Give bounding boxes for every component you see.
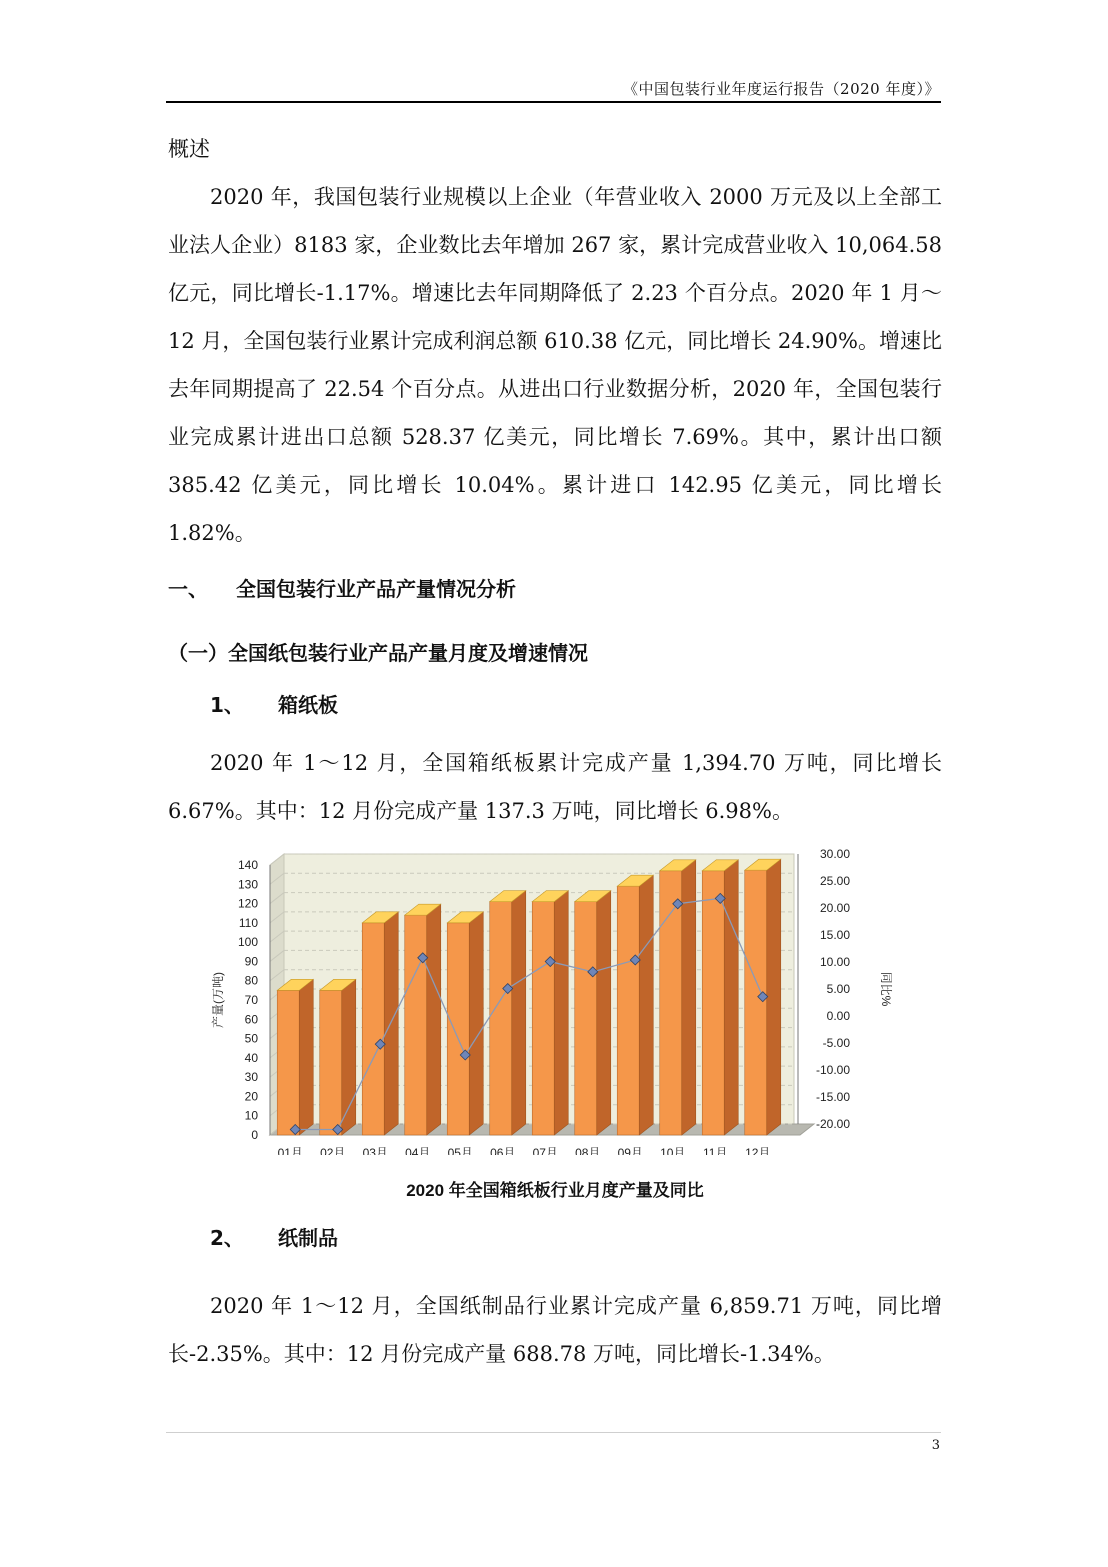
y-tick-label: 100 [237, 935, 258, 950]
bar [617, 886, 639, 1135]
bar [490, 902, 512, 1135]
section-title: 全国包装行业产品产量情况分析 [236, 577, 516, 601]
y-tick-label: 40 [244, 1050, 258, 1065]
y2-tick-label: 25.00 [819, 874, 850, 888]
item2-title: 纸制品 [278, 1226, 338, 1250]
production-chart [200, 845, 900, 1155]
x-tick-label: 08月 [575, 1146, 601, 1155]
x-tick-label: 04月 [405, 1146, 431, 1155]
page-number: 3 [931, 1438, 940, 1453]
y-tick-label: 120 [237, 896, 258, 911]
bar [405, 915, 427, 1135]
y2-tick-label: -15.00 [815, 1090, 850, 1104]
bar-side [299, 979, 313, 1135]
y-tick-label: 30 [244, 1070, 258, 1085]
y2-tick-label: 20.00 [819, 901, 850, 915]
bar [702, 871, 724, 1135]
y2-tick-label: -5.00 [822, 1036, 850, 1050]
y2-tick-label: 30.00 [819, 847, 850, 861]
bar-side [384, 912, 398, 1135]
x-tick-label: 01月 [277, 1146, 303, 1155]
bar-side [724, 860, 738, 1135]
item2-paragraph: 2020 年 1～12 月，全国纸制品行业累计完成产量 6,859.71 万吨，同比增长-2.35%。其中：12 月份完成产量 688.78 万吨，同比增长-1.34%。 [168, 1294, 942, 1366]
chart-title: 2020 年全国箱纸板行业月度产量及同比 [406, 1181, 704, 1200]
item2-heading [168, 1214, 942, 1262]
y-tick-label: 80 [244, 973, 258, 988]
bar [362, 923, 384, 1135]
item1-title: 箱纸板 [278, 693, 338, 717]
item2-number: 2、 [210, 1226, 244, 1250]
bar [745, 870, 767, 1135]
item1-number: 1、 [210, 693, 244, 717]
subsection-heading: （一）全国纸包装行业产品产量月度及增速情况 [168, 641, 588, 665]
y-tick-label: 60 [244, 1012, 258, 1027]
y2-axis-label: 同比% [879, 971, 893, 1007]
bar-side [767, 859, 781, 1135]
section-heading [168, 565, 942, 613]
document-body [168, 125, 942, 835]
x-tick-label: 11月 [703, 1146, 728, 1155]
bar-side [427, 904, 441, 1135]
y2-tick-label: 10.00 [819, 955, 850, 969]
footer-rule [166, 1432, 941, 1433]
item1-paragraph: 2020 年 1～12 月，全国箱纸板累计完成产量 1,394.70 万吨，同比增长 6.67%。其中：12 月份完成产量 137.3 万吨，同比增长 6.98%。 [168, 751, 942, 823]
y-tick-label: 110 [238, 915, 258, 930]
y-tick-label: 0 [251, 1128, 258, 1142]
overview-heading: 概述 [168, 137, 210, 161]
x-tick-label: 07月 [532, 1146, 558, 1155]
bar [447, 923, 469, 1135]
y2-tick-label: -10.00 [815, 1063, 850, 1077]
bar-side [639, 875, 653, 1135]
x-tick-label: 06月 [490, 1146, 516, 1155]
y2-tick-label: 15.00 [819, 928, 850, 942]
y2-tick-label: -20.00 [815, 1117, 850, 1131]
y-tick-label: 10 [244, 1108, 258, 1123]
bar-side [512, 891, 526, 1135]
y-tick-label: 140 [237, 858, 258, 872]
document-body-continued [168, 1214, 942, 1378]
y-tick-label: 130 [237, 877, 258, 892]
chart-svg [200, 845, 900, 1155]
y-axis-label: 产量(万吨) [211, 972, 225, 1028]
x-tick-label: 10月 [660, 1146, 686, 1155]
y-tick-label: 50 [244, 1031, 258, 1046]
bar [575, 902, 597, 1135]
bar [532, 902, 554, 1135]
y2-tick-label: 5.00 [826, 982, 850, 996]
header-rule [166, 101, 941, 103]
y2-tick-label: 0.00 [826, 1009, 850, 1023]
y-tick-label: 90 [244, 954, 258, 969]
x-tick-label: 02月 [320, 1146, 346, 1155]
bar [660, 871, 682, 1135]
x-tick-label: 09月 [617, 1146, 643, 1155]
y-tick-label: 70 [244, 993, 258, 1007]
bar-side [597, 891, 611, 1135]
bar-side [342, 979, 356, 1135]
header-title: 《中国包装行业年度运行报告（2020 年度）》 [623, 80, 940, 98]
section-number: 一、 [168, 577, 208, 601]
bar [277, 990, 299, 1135]
x-tick-label: 12月 [745, 1146, 771, 1155]
overview-paragraph: 2020 年，我国包装行业规模以上企业（年营业收入 2000 万元及以上全部工业法人企业）8183 家，企业数比去年增加 267 家，累计完成营业收入 10,064.58 亿元，同比增长-1.17%。增速比去年同期降低了 2.23 个百分点。2020 年 1 月～12 月，全国包装行业累计完成利润总额 610.38 亿元，同比增长 24.90%。增速比去年同期提高了 22.54 个百分点。从进出口行业数据分析，2020 年，全国包装行业完成累计进出口总额 528.37 亿美元，同比增长 7.69%。其中，累计出口额 385.42 亿美元，同比增长 10.04%。累计进口 142.95 亿美元，同比增长 1.82%。 [168, 185, 942, 545]
x-tick-label: 03月 [362, 1146, 388, 1155]
bar [320, 990, 342, 1135]
y-tick-label: 20 [244, 1089, 258, 1104]
bar-side [469, 912, 483, 1135]
bar-side [554, 891, 568, 1135]
item1-heading [168, 681, 942, 729]
x-tick-label: 05月 [447, 1146, 473, 1155]
bar-side [682, 860, 696, 1135]
